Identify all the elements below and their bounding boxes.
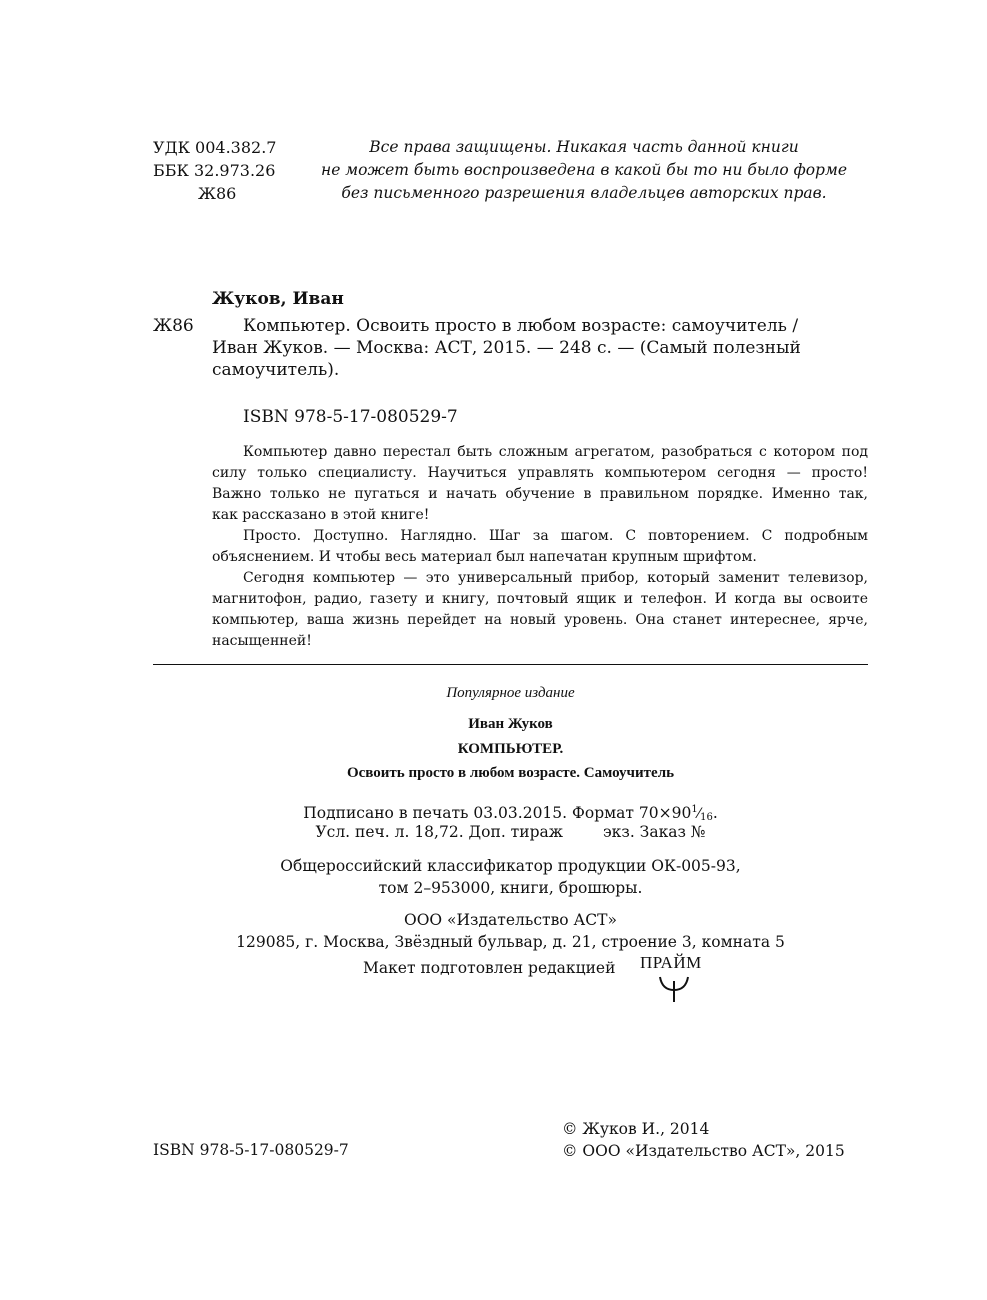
annotation-line: объяснением. И чтобы весь материал был напечатан крупным шрифтом.	[212, 549, 757, 565]
colophon-author: Иван Жуков	[468, 716, 553, 732]
classifier-line: Общероссийский классификатор продукции ОК-005-93,	[280, 857, 741, 875]
annotation	[212, 442, 868, 652]
format-numerator: 1	[691, 804, 698, 815]
rights-line: не может быть воспроизведена в какой бы то ни было форме	[321, 161, 847, 179]
author-mark: Ж86	[198, 184, 237, 203]
bib-line: Компьютер. Освоить просто в любом возрасте: самоучитель /	[243, 316, 799, 336]
colophon-subtitle: Освоить просто в любом возрасте. Самоучитель	[346, 765, 675, 781]
copyright-author: © Жуков И., 2014	[562, 1120, 710, 1138]
divider	[153, 664, 868, 665]
rights-line: Все права защищены. Никакая часть данной книги	[369, 138, 799, 156]
annotation-line: силу только специалисту. Научиться управлять компьютером сегодня — просто!	[212, 465, 868, 481]
publisher-address: 129085, г. Москва, Звёздный бульвар, д. 21, строение 3, комната 5	[236, 933, 785, 951]
bib-line: самоучитель).	[212, 360, 340, 380]
footer-isbn: ISBN 978-5-17-080529-7	[153, 1141, 349, 1159]
format-denominator: 16	[700, 812, 713, 823]
classification-block	[153, 136, 276, 205]
annotation-line: как рассказано в этой книге!	[212, 507, 430, 523]
bbk-code: ББК 32.973.26	[153, 161, 276, 180]
print-details	[153, 821, 868, 843]
annotation-line: Важно только не пугаться и начать обучение в правильном порядке. Именно так,	[212, 486, 868, 502]
publisher-name: ООО «Издательство АСТ»	[404, 911, 617, 929]
trident-icon	[636, 953, 706, 1005]
praim-logo	[636, 953, 706, 1005]
annotation-line: насыщенней!	[212, 633, 312, 649]
annotation-line: Просто. Доступно. Наглядно. Шаг за шагом. С повторением. С подробным	[243, 528, 868, 544]
copyright-publisher: © ООО «Издательство АСТ», 2015	[562, 1142, 845, 1160]
annotation-line: Компьютер давно перестал быть сложным агрегатом, разобраться с котором под	[243, 444, 868, 460]
bib-author: Жуков, Иван	[212, 289, 344, 309]
prepared-by: Макет подготовлен редакцией	[363, 959, 616, 977]
print-sheets: Усл. печ. л. 18,72. Доп. тираж	[315, 823, 563, 841]
udk-code: УДК 004.382.7	[153, 138, 277, 157]
classifier-line: том 2–953000, книги, брошюры.	[378, 879, 643, 897]
bib-author-mark: Ж86	[153, 316, 194, 336]
bib-line: Иван Жуков. — Москва: АСТ, 2015. — 248 с. — (Самый полезный	[212, 338, 801, 358]
edition-type: Популярное издание	[446, 685, 575, 701]
annotation-line: компьютер, ваша жизнь перейдет на новый уровень. Она станет интереснее, ярче,	[212, 612, 868, 628]
order-number: экз. Заказ №	[603, 823, 706, 841]
bib-isbn: ISBN 978-5-17-080529-7	[243, 407, 458, 427]
colophon-title: КОМПЬЮТЕР.	[457, 741, 564, 757]
signed-suffix: .	[712, 804, 718, 822]
bib-description	[212, 315, 868, 381]
logo-text: ПРАЙМ	[640, 953, 702, 972]
rights-line: без письменного разрешения владельцев авторских прав.	[341, 184, 827, 202]
format-fraction: $^1⁄_{16}$	[691, 804, 713, 823]
signed-text: Подписано в печать 03.03.2015. Формат 70×90	[303, 804, 692, 822]
annotation-line: магнитофон, радио, газету и книгу, почтовый ящик и телефон. И когда вы освоите	[212, 591, 868, 607]
annotation-line: Сегодня компьютер — это универсальный прибор, который заменит телевизор,	[243, 570, 868, 586]
rights-notice	[300, 136, 868, 205]
